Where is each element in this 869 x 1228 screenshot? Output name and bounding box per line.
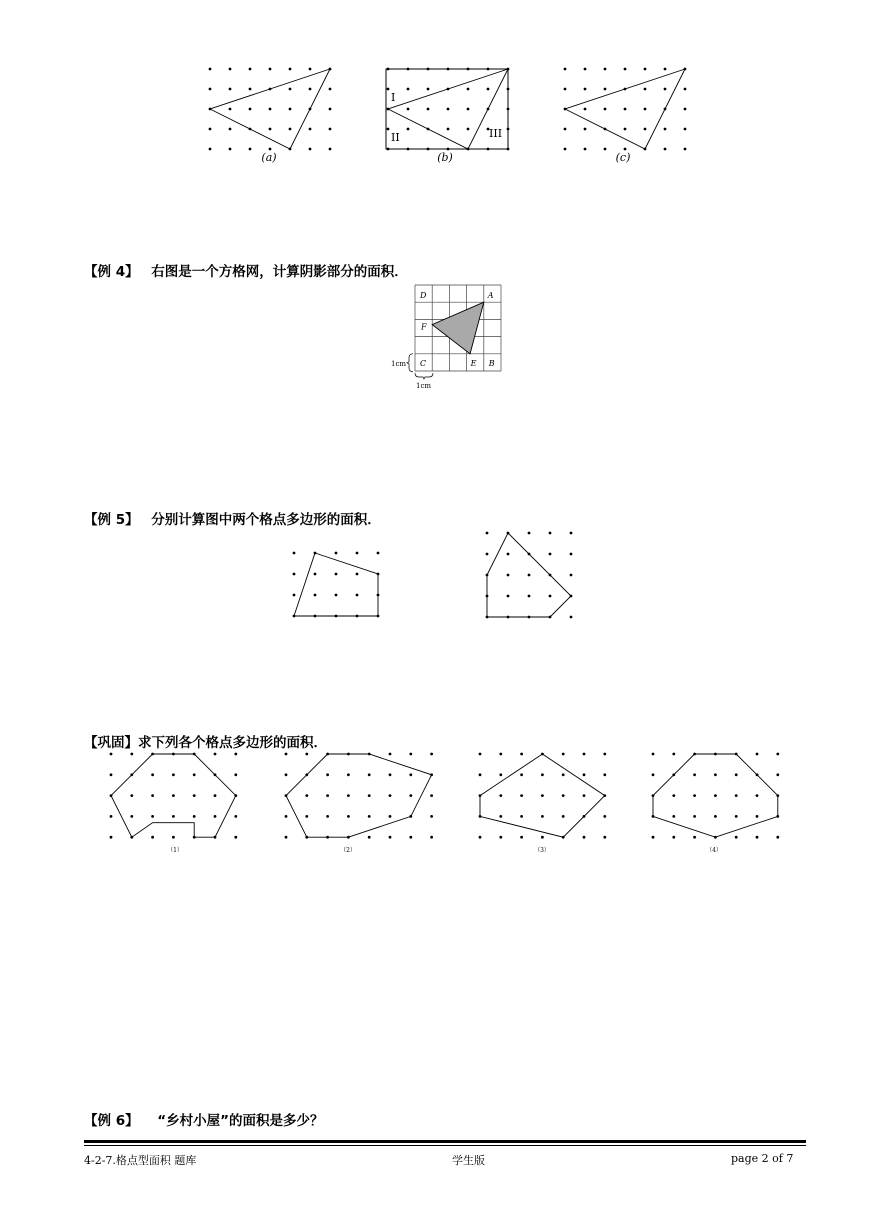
lattice-dot [356,594,359,597]
lattice-dot [269,128,272,131]
lattice-figure-c3 [472,746,617,846]
example5-label: 【例 5】 [84,512,139,528]
lattice-dot [389,794,392,797]
lattice-dot [214,815,217,818]
lattice-dot [735,794,738,797]
lattice-dot [604,148,607,151]
lattice-dot [289,128,292,131]
lattice-dot [110,815,113,818]
lattice-dot [193,773,196,776]
lattice-dot [604,88,607,91]
lattice-dot [652,836,655,839]
lattice-dot [520,815,523,818]
lattice-dot [672,794,675,797]
lattice-dot [499,815,502,818]
lattice-dot [293,573,296,576]
lattice-dot [389,815,392,818]
lattice-dot [293,552,296,555]
lattice-dot [541,794,544,797]
lattice-dot [583,794,586,797]
lattice-dot [430,836,433,839]
lattice-dot [326,773,329,776]
polygon-ex5-left [294,553,378,616]
lattice-dot [293,594,296,597]
lattice-dot [314,573,317,576]
lattice-dot [644,108,647,111]
lattice-dot [776,836,779,839]
unit-brace-vertical [407,354,413,372]
lattice-dot [603,815,606,818]
lattice-dot [326,794,329,797]
point-label-B: B [488,358,495,368]
lattice-dot [604,68,607,71]
lattice-dot [507,574,510,577]
lattice-dot [151,794,154,797]
lattice-dot [684,88,687,91]
caption-c1: （1） [167,847,183,854]
caption-a: (a) [261,151,277,164]
point-label-A: A [487,291,494,300]
lattice-dot [467,108,470,111]
lattice-dot [603,836,606,839]
lattice-dot [562,773,565,776]
grid-figure-ex4 [385,280,510,395]
lattice-dot [430,794,433,797]
lattice-dot [409,753,412,756]
lattice-dot [289,88,292,91]
lattice-dot [644,68,647,71]
lattice-dot [487,88,490,91]
lattice-dot [520,773,523,776]
lattice-dot [564,148,567,151]
lattice-dot [624,148,627,151]
lattice-dot [305,815,308,818]
lattice-dot [528,532,531,535]
lattice-dot [229,68,232,71]
lattice-dot [193,794,196,797]
lattice-dot [249,108,252,111]
lattice-dot [562,794,565,797]
lattice-dot [684,128,687,131]
region-label-1: I [391,91,396,104]
lattice-dot [520,753,523,756]
lattice-dot [541,815,544,818]
lattice-dot [584,88,587,91]
lattice-dot [387,128,390,131]
lattice-dot [368,794,371,797]
caption-b: (b) [437,151,453,164]
example6-label: 【例 6】 [84,1113,139,1129]
lattice-dot [193,815,196,818]
lattice-dot [549,595,552,598]
lattice-dot [570,616,573,619]
lattice-dot [269,68,272,71]
lattice-dot [130,794,133,797]
lattice-dot [776,773,779,776]
lattice-figure-a [200,60,340,160]
lattice-dot [486,553,489,556]
point-label-E: E [470,358,477,368]
lattice-dot [285,773,288,776]
unit-label-vertical: 1cm [391,359,407,368]
lattice-dot [467,128,470,131]
lattice-dot [130,753,133,756]
lattice-figure-c2 [278,746,443,846]
lattice-dot [285,753,288,756]
lattice-dot [387,88,390,91]
lattice-dot [209,68,212,71]
lattice-dot [389,753,392,756]
lattice-dot [409,773,412,776]
region-label-2: II [391,131,400,144]
lattice-dot [664,128,667,131]
lattice-figure-c1 [103,746,248,846]
caption-c: (c) [615,151,631,164]
lattice-dot [624,128,627,131]
lattice-dot [604,108,607,111]
lattice-dot [347,794,350,797]
lattice-dot [507,595,510,598]
lattice-dot [368,836,371,839]
lattice-dot [776,753,779,756]
lattice-dot [209,148,212,151]
lattice-dot [249,68,252,71]
lattice-dot [564,88,567,91]
lattice-dot [583,836,586,839]
lattice-dot [584,128,587,131]
lattice-dot [756,753,759,756]
lattice-dot [756,815,759,818]
lattice-dot [570,553,573,556]
lattice-dot [693,794,696,797]
lattice-dot [735,773,738,776]
lattice-dot [409,794,412,797]
lattice-dot [285,815,288,818]
lattice-dot [151,773,154,776]
lattice-dot [672,753,675,756]
lattice-dot [714,773,717,776]
footer-rule-thick [84,1140,806,1143]
lattice-dot [541,773,544,776]
lattice-dot [329,108,332,111]
consolidate-label: 【巩固】 [84,735,138,751]
lattice-dot [309,88,312,91]
lattice-dot [368,815,371,818]
lattice-dot [377,552,380,555]
lattice-dot [289,108,292,111]
example6-question [84,1109,324,1129]
example6-text: “乡村小屋”的面积是多少？ [157,1113,324,1129]
lattice-dot [624,68,627,71]
lattice-dot [664,68,667,71]
lattice-dot [269,108,272,111]
lattice-dot [151,815,154,818]
point-label-F: F [421,322,427,332]
lattice-dot [407,88,410,91]
lattice-dot [269,148,272,151]
lattice-dot [499,753,502,756]
lattice-dot [564,68,567,71]
lattice-dot [234,773,237,776]
lattice-dot [430,753,433,756]
lattice-dot [584,108,587,111]
lattice-dot [562,753,565,756]
lattice-dot [714,815,717,818]
region-label-3: III [489,127,503,140]
lattice-dot [289,68,292,71]
shaded-triangle [432,302,484,354]
footer-left: 4-2-7.格点型面积 题库 [84,1154,197,1167]
lattice-dot [693,836,696,839]
lattice-dot [735,815,738,818]
consolidate-text: 求下列各个格点多边形的面积． [138,735,327,751]
lattice-figure-b [378,60,518,160]
point-label-D: D [420,291,427,300]
caption-c4: （4） [706,847,722,854]
lattice-dot [329,88,332,91]
lattice-dot [486,532,489,535]
lattice-dot [693,773,696,776]
lattice-dot [314,594,317,597]
lattice-dot [564,128,567,131]
lattice-dot [285,836,288,839]
lattice-dot [644,128,647,131]
lattice-dot [335,552,338,555]
lattice-dot [603,773,606,776]
lattice-dot [407,128,410,131]
lattice-dot [329,148,332,151]
lattice-dot [356,552,359,555]
example5-text: 分别计算图中两个格点多边形的面积． [151,512,381,528]
lattice-dot [583,773,586,776]
lattice-dot [584,148,587,151]
lattice-dot [430,815,433,818]
lattice-dot [389,773,392,776]
footer-rule-thin [84,1145,806,1146]
point-label-C: C [420,358,427,368]
lattice-dot [479,773,482,776]
lattice-dot [172,815,175,818]
lattice-dot [229,148,232,151]
lattice-figure-c4 [645,746,790,846]
lattice-dot [693,815,696,818]
lattice-dot [172,773,175,776]
lattice-dot [549,553,552,556]
lattice-dot [249,148,252,151]
lattice-dot [172,836,175,839]
footer-center: 学生版 [452,1154,485,1167]
lattice-dot [541,836,544,839]
lattice-dot [528,595,531,598]
lattice-dot [684,108,687,111]
lattice-dot [467,88,470,91]
example4-text: 右图是一个方格网，计算阴影部分的面积． [151,264,408,280]
lattice-dot [309,148,312,151]
lattice-dot [684,148,687,151]
lattice-dot [234,753,237,756]
lattice-dot [309,68,312,71]
lattice-dot [644,88,647,91]
lattice-dot [305,753,308,756]
caption-c3: （3） [534,847,550,854]
lattice-dot [335,594,338,597]
lattice-dot [110,836,113,839]
lattice-dot [427,108,430,111]
lattice-dot [389,836,392,839]
example4-question [84,260,408,280]
lattice-dot [520,794,523,797]
caption-c2: （2） [340,847,356,854]
lattice-figure-ex5-left [285,545,385,625]
lattice-dot [172,794,175,797]
lattice-dot [447,128,450,131]
lattice-dot [335,573,338,576]
lattice-dot [151,836,154,839]
lattice-dot [209,128,212,131]
lattice-dot [479,836,482,839]
lattice-dot [672,815,675,818]
lattice-dot [499,836,502,839]
lattice-dot [110,773,113,776]
lattice-dot [499,773,502,776]
lattice-figure-ex5-right [478,525,578,625]
lattice-dot [756,794,759,797]
lattice-dot [234,815,237,818]
lattice-dot [356,573,359,576]
lattice-dot [305,794,308,797]
lattice-dot [110,753,113,756]
lattice-dot [326,815,329,818]
lattice-dot [652,773,655,776]
lattice-dot [409,836,412,839]
lattice-dot [672,836,675,839]
lattice-dot [756,836,759,839]
lattice-dot [664,88,667,91]
lattice-dot [229,128,232,131]
example5-question [84,508,381,528]
lattice-dot [234,836,237,839]
lattice-dot [652,753,655,756]
lattice-dot [714,794,717,797]
lattice-dot [427,88,430,91]
lattice-dot [499,794,502,797]
lattice-dot [528,574,531,577]
lattice-dot [549,532,552,535]
lattice-dot [347,773,350,776]
lattice-dot [520,836,523,839]
lattice-dot [229,108,232,111]
lattice-dot [603,753,606,756]
lattice-dot [624,108,627,111]
lattice-dot [507,553,510,556]
lattice-dot [329,128,332,131]
lattice-dot [130,815,133,818]
lattice-dot [249,88,252,91]
lattice-dot [562,815,565,818]
lattice-dot [664,148,667,151]
lattice-dot [309,128,312,131]
lattice-dot [584,68,587,71]
lattice-dot [735,836,738,839]
lattice-dot [347,815,350,818]
lattice-figure-c [555,60,695,160]
lattice-dot [209,88,212,91]
lattice-dot [214,753,217,756]
lattice-dot [447,108,450,111]
lattice-dot [229,88,232,91]
example4-label: 【例 4】 [84,264,139,280]
unit-label-horizontal: 1cm [416,382,432,390]
lattice-dot [214,794,217,797]
lattice-dot [479,753,482,756]
footer-right: page 2 of 7 [731,1152,794,1165]
lattice-dot [570,532,573,535]
lattice-dot [583,753,586,756]
lattice-dot [570,574,573,577]
unit-brace-horizontal [415,373,433,379]
lattice-dot [407,108,410,111]
lattice-dot [368,773,371,776]
